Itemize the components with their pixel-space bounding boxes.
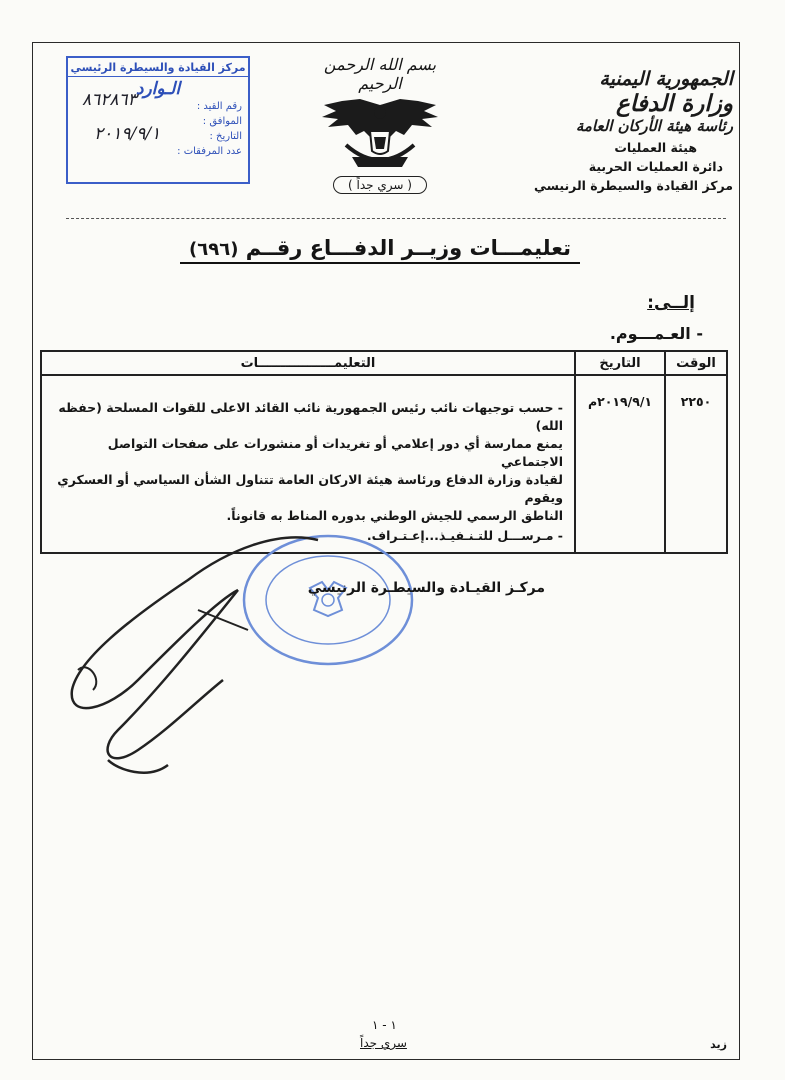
center-name: مركز القيادة والسيطرة الرنيسي [534, 177, 733, 193]
header-divider [66, 218, 726, 219]
letterhead [513, 68, 733, 195]
stamp-attachments-label: عدد المرفقات : [177, 146, 242, 157]
ministry-name: وزارة الدفاع [616, 90, 733, 118]
basmala: بسم الله الرحمن الرحيم [323, 55, 437, 93]
stamp-date-value: ٢٠١٩/٩/١ [94, 124, 161, 144]
general-staff-name: رئاسة هيئة الأركان العامة [575, 116, 733, 135]
title-number: (٦٩٦) [188, 239, 239, 260]
page-number: ١ - ١ [372, 1018, 397, 1032]
handwritten-signature [48, 520, 348, 800]
instruction-line-4: الناطق الرسمي للجيش الوطني بدوره المناط به قانوناً. [226, 508, 563, 523]
signature-block: مركـز القيـادة والسيطـرة الرنيسي [307, 580, 545, 596]
recipient: - العـمـــوم. [609, 324, 703, 343]
to-label: إلــى: [647, 293, 695, 313]
stamp-corresponding-label: الموافق : [202, 116, 242, 127]
row-date: ٢٠١٩/٩/١م [575, 375, 665, 553]
row-time: ٢٢٥٠ [665, 375, 727, 553]
instruction-closing: - مـرســـل للتـنـفيـذ...إعـتـراف. [366, 528, 563, 543]
instruction-line-2: يمنع ممارسة أي دور إعلامي أو تغريدات أو منشورات على صفحات التواصل الاجتماعي [107, 436, 563, 469]
yemen-eagle-emblem-icon [316, 95, 444, 173]
stamp-date-label: التاريخ : [209, 131, 242, 142]
stamp-ref-row [68, 90, 248, 114]
classification-bottom: سري جداً [360, 1036, 407, 1050]
stamp-title: مركز القيادة والسيطرة الرئيسي [68, 58, 248, 77]
instruction-line-3: لقيادة وزارة الدفاع ورئاسة هيئة الاركان العامة تتناول الشأن السياسي أو العسكري ويقوم [57, 472, 563, 505]
stamp-attachments-row [68, 144, 248, 159]
instruction-line-1: - حسب توجيهات نائب رئيس الجمهورية نائب القائد الاعلى للقوات المسلحة (حفظه الله) [58, 400, 563, 433]
header-instructions: التعليمـــــــــــــــــات [41, 351, 575, 375]
header-time: الوقت [665, 351, 727, 375]
stamp-subtitle: الـوارد [135, 79, 181, 99]
stamp-ref-label: رقم القيد : [196, 101, 242, 112]
incoming-stamp [66, 56, 250, 184]
classification-top: ( سري جداً ) [333, 176, 427, 194]
document-title [180, 236, 580, 264]
stamp-ref-value: ٨٦٢٨٦٣ [82, 90, 137, 110]
center-header [300, 55, 460, 194]
header-date: التاريخ [575, 351, 665, 375]
authority-name: هيئة العمليات [614, 140, 697, 156]
typist-initial: زيد [710, 1038, 727, 1051]
department-name: دائرة العمليات الحربية [588, 158, 723, 174]
republic-name: الجمهورية اليمنية [599, 68, 733, 90]
title-text: تعليمـــات وزيــر الدفـــاع رقــم [245, 236, 571, 260]
table-header-row [41, 351, 727, 375]
